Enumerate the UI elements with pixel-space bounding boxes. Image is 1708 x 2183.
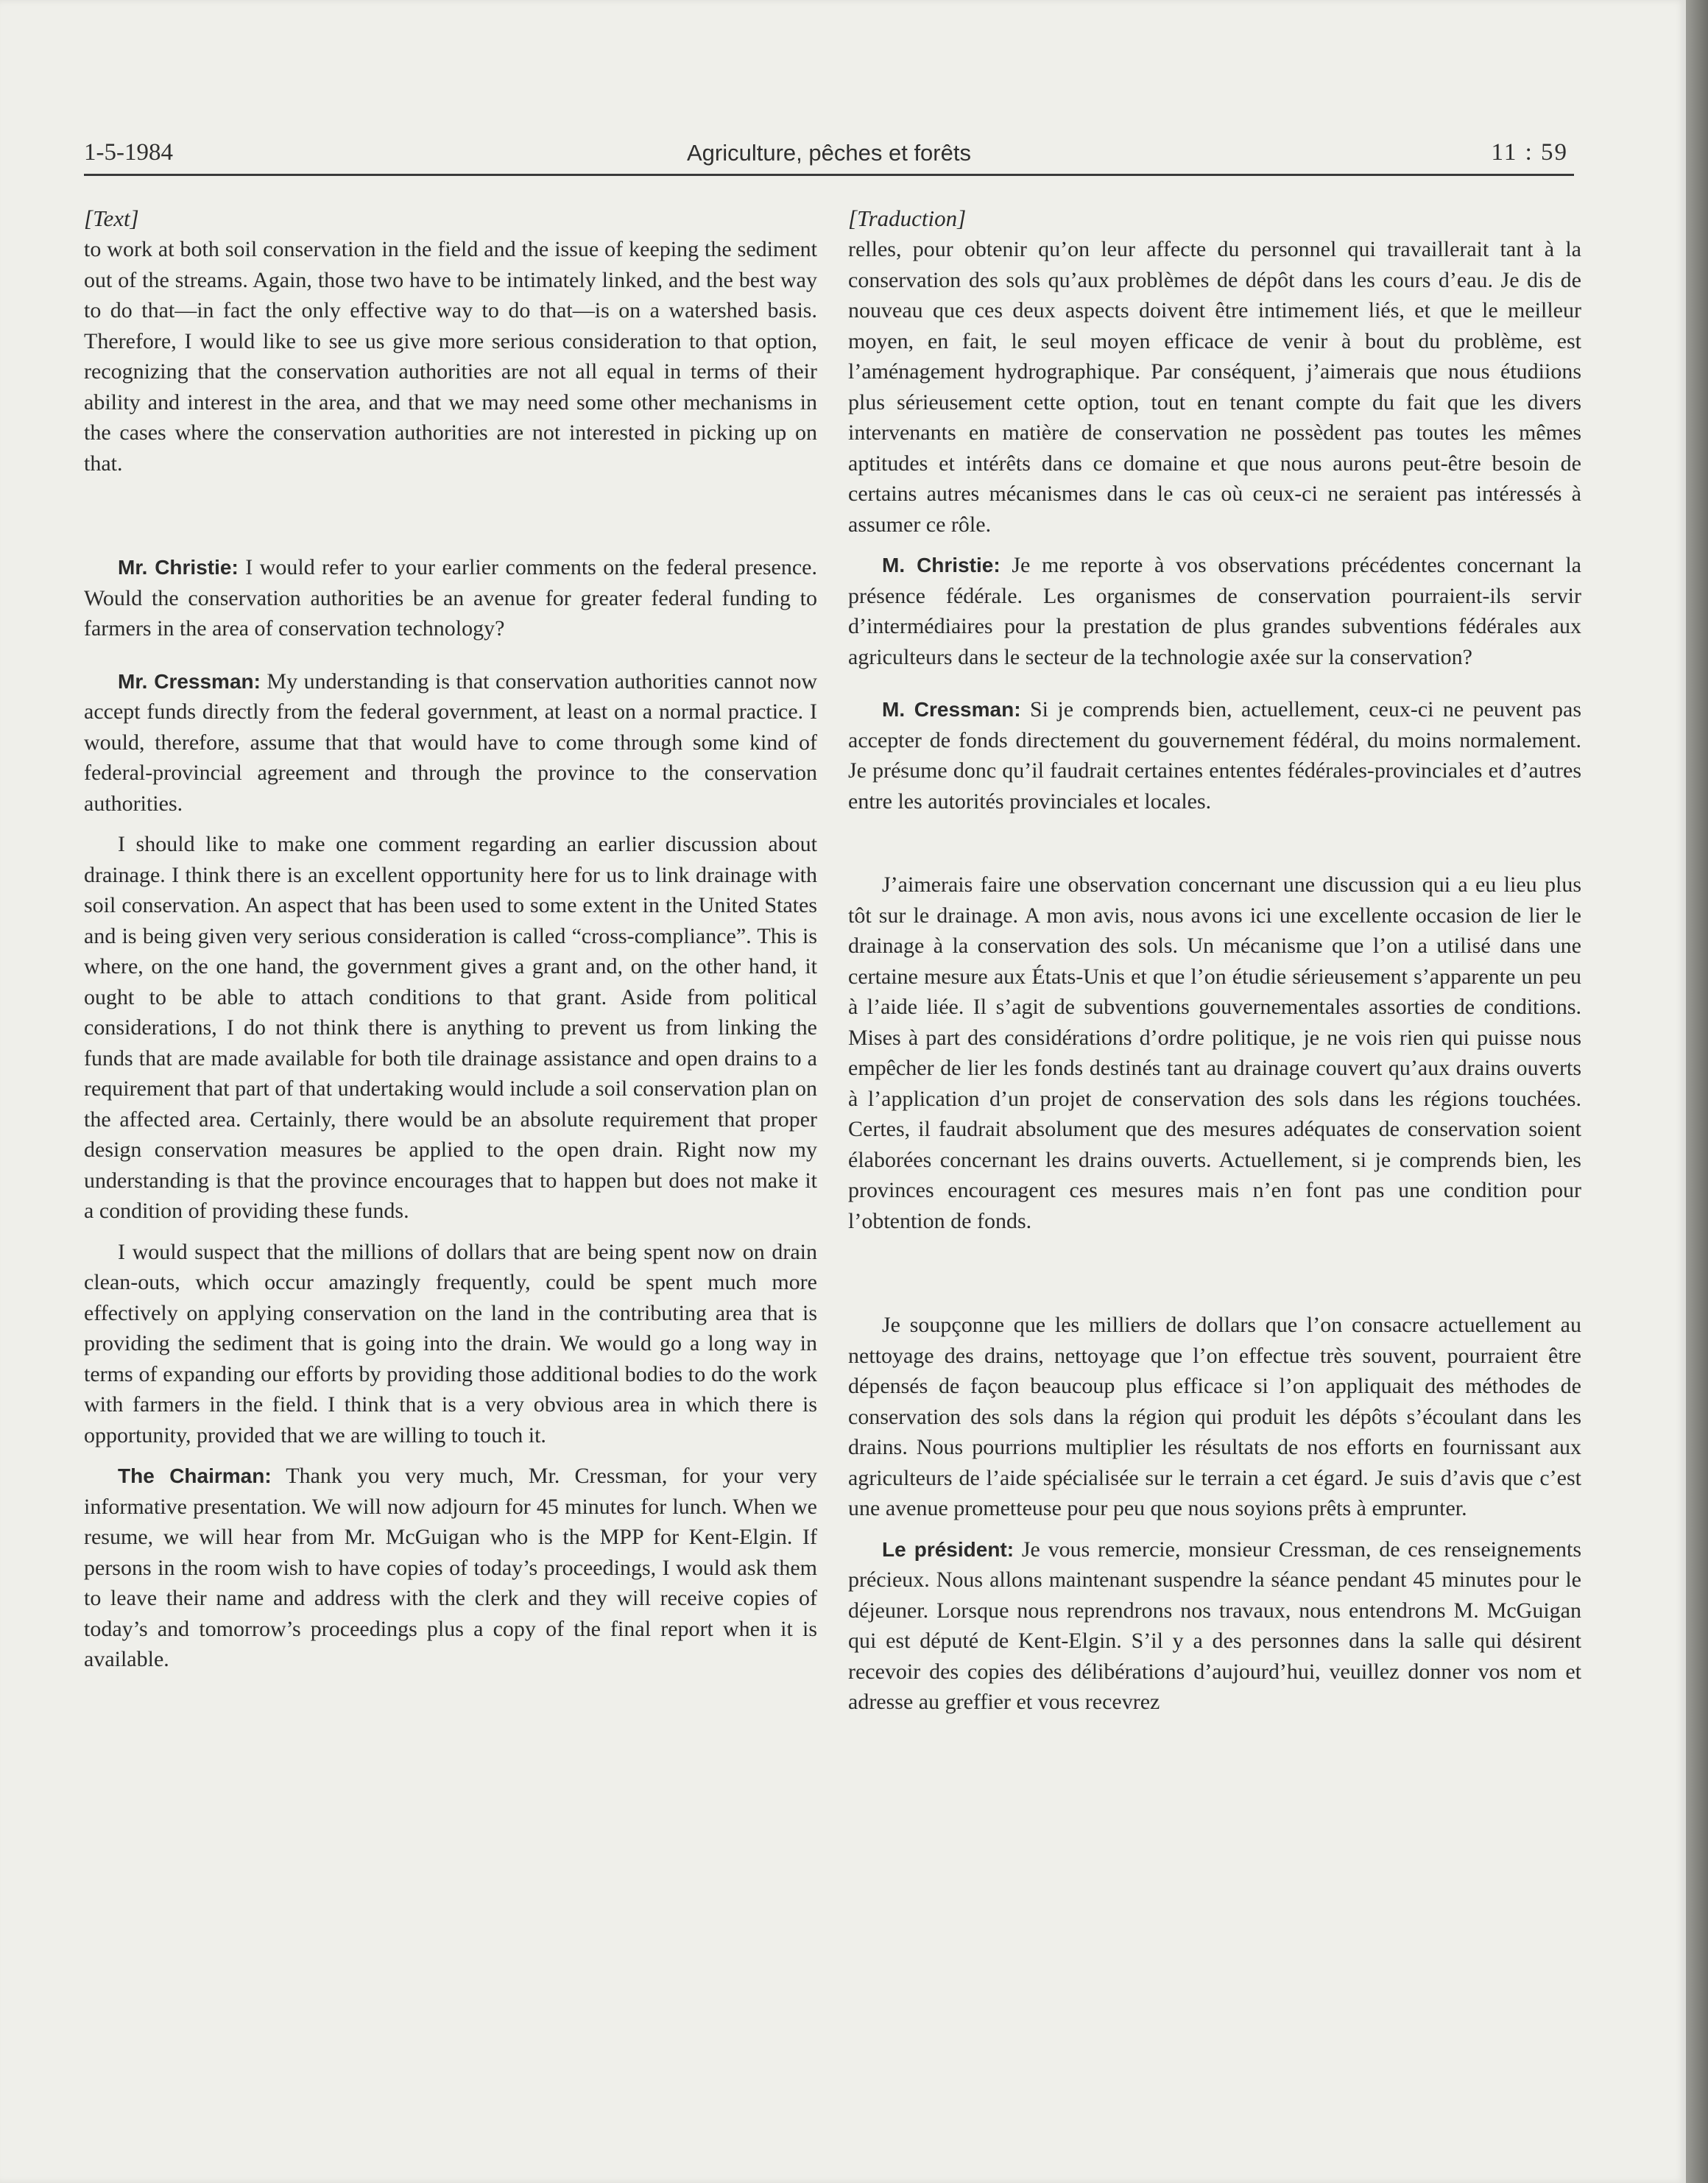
speaker-name: M. Christie: <box>882 554 1001 576</box>
speaker-name: Mr. Christie: <box>118 556 239 579</box>
column-label-text: [Text] <box>84 205 139 231</box>
speaker-name: Le président: <box>882 1537 1014 1561</box>
right-column <box>848 203 1581 1718</box>
paragraph-text: Je soupçonne que les milliers de dollars que l’on consacre actuellement au nettoyage des drains, nettoyage que l’on effectue très souvent, pourraient être dépensés de façon beaucoup plus efficace si l’on appliquait des méthodes de conservation des sols dans la région qui produit les dépôts s’écoulant dans les drains. Nous pourrions multiplier les résultats de nos efforts en fournissant aux agriculteurs de l’aide spécialisée sur le terrain a cet égard. Je suis d’avis que c’est une avenue prometteuse pour peu que nous soyions prêts à emprunter. <box>848 1313 1581 1520</box>
paragraph-text: Je vous remercie, monsieur Cressman, de ces renseignements précieux. Nous allons maintenant suspendre la séance pendant 45 minutes pour le déjeuner. Lorsque nous reprendrons nos travaux, nous entendrons M. McGuigan qui est député de Kent-Elgin. S’il y a des personnes dans la salle qui désirent recevoir des copies des délibérations d’aujourd’hui, veuillez donner vos nom et adresse au greffier et vous recevrez <box>848 1537 1581 1714</box>
paragraph <box>848 550 1581 672</box>
paragraph <box>848 694 1581 817</box>
paragraph <box>84 1461 817 1675</box>
paragraph-text: I should like to make one comment regarding an earlier discussion about drainage. I think there is an excellent opportunity here for us to link drainage with soil conservation. An aspect that has been used to some extent in the United States and is being given very serious consideration is called “cross-compliance”. This is where, on the one hand, the government gives a grant and, on the other hand, it ought to be able to attach conditions to that grant. Aside from political considerations, I do not think there is anything to prevent us from linking the funds that are made available for both tile drainage assistance and open drains to a requirement that part of that undertaking would include a soil conservation plan on the affected area. Certainly, there would be an absolute requirement that proper design conservation measures be applied to the open drain. Right now my understanding is that the province encourages that to happen but does not make it a condition of providing these funds. <box>84 832 817 1223</box>
speaker-name: The Chairman: <box>118 1464 272 1487</box>
page-edge-shadow <box>1686 0 1708 2183</box>
paragraph <box>848 870 1581 1236</box>
column-label-traduction: [Traduction] <box>848 205 967 231</box>
paragraph <box>84 666 817 819</box>
paragraph <box>84 829 817 1227</box>
page-header <box>84 128 1574 176</box>
left-column <box>84 203 817 1675</box>
paragraph <box>84 234 817 479</box>
paragraph-text: Je me reporte à vos observations précédentes concernant la présence fédérale. Les organismes de conservation pourraient-ils servir d’intermédiaires pour la prestation de plus grandes subventions fédérales aux agriculteurs dans le secteur de la technologie axée sur la conservation? <box>848 553 1581 669</box>
paragraph <box>84 1237 817 1451</box>
paragraph-text: to work at both soil conservation in the field and the issue of keeping the sediment out of the streams. Again, those two have to be intimately linked, and the best way to do that—in fact the only effective way to do that—is on a watershed basis. Therefore, I would like to see us give more serious consideration to that option, recognizing that the conservation authorities are not all equal in terms of their ability and interest in the area, and that we may need some other mechanisms in the cases where the conservation authorities are not interested in picking up on that. <box>84 237 817 476</box>
header-title: Agriculture, pêches et forêts <box>687 140 971 166</box>
paragraph-text: Si je comprends bien, actuellement, ceux-ci ne peuvent pas accepter de fonds directement du gouvernement fédéral, du moins normalement. Je présume donc qu’il faudrait certaines ententes fédérales-provinciales et d’autres entre les autorités provinciales et locales. <box>848 697 1581 814</box>
paragraph <box>848 234 1581 540</box>
header-page-number: 11 : 59 <box>1491 139 1568 166</box>
speaker-name: Mr. Cressman: <box>118 669 261 693</box>
header-date: 1-5-1984 <box>84 139 173 166</box>
paragraph <box>848 1310 1581 1524</box>
paragraph <box>848 1534 1581 1718</box>
paragraph-text: My understanding is that conservation authorities cannot now accept funds directly from the federal government, at least on a normal practice. I would, therefore, assume that that would have to come through some kind of federal-provincial agreement and through the province to the conservation authorities. <box>84 669 817 816</box>
paragraph-text: J’aimerais faire une observation concernant une discussion qui a eu lieu plus tôt sur le drainage. A mon avis, nous avons ici une excellente occasion de lier le drainage à la conservation des sols. Un mécanisme que l’on a utilisé dans une certaine mesure aux États-Unis et que l’on étudie sérieusement s’apparente un peu à l’aide liée. Il s’agit de subventions gouvernementales assorties de conditions. Mises à part des considérations d’ordre politique, je ne vois rien qui puisse nous empêcher de lier les fonds destinés tant au drainage couvert qu’aux drains ouverts à l’application d’un projet de conservation des sols dans les régions touchées. Certes, il faudrait absolument que des mesures adéquates de conservation soient élaborées concernant les drains ouverts. Actuellement, si je comprends bien, les provinces encouragent ces mesures mais n’en font pas une condition pour l’obtention de fonds. <box>848 872 1581 1233</box>
paragraph <box>84 552 817 644</box>
paragraph-text: Thank you very much, Mr. Cressman, for your very informative presentation. We will now adjourn for 45 minutes for lunch. When we resume, we will hear from Mr. McGuigan who is the MPP for Kent-Elgin. If persons in the room wish to have copies of today’s proceedings, I would ask them to leave their name and address with the clerk and they will receive copies of today’s and tomorrow’s proceedings plus a copy of the final report when it is available. <box>84 1464 818 1671</box>
paragraph-text: I would refer to your earlier comments on the federal presence. Would the conservation authorities be an avenue for greater federal funding to farmers in the area of conservation technology? <box>84 555 818 641</box>
speaker-name: M. Cressman: <box>882 698 1021 721</box>
paragraph-text: I would suspect that the millions of dollars that are being spent now on drain clean-outs, which occur amazingly frequently, could be spent much more effectively on applying conservation on the land in the contributing area that is providing the sediment that is going into the drain. We would go a long way in terms of expanding our efforts by providing those additional bodies to do the work with farmers in the field. I think that is a very obvious area in which there is opportunity, provided that we are willing to touch it. <box>84 1239 817 1447</box>
paragraph-text: relles, pour obtenir qu’on leur affecte du personnel qui travaillerait tant à la conservation des sols qu’aux problèmes de dépôt dans les cours d’eau. Je dis de nouveau que ces deux aspects doivent être intimement liés, et que le meilleur moyen, en fait, le seul moyen efficace de venir à bout du problème, est l’aménagement hydrographique. Par conséquent, j’aimerais que nous étudiions plus sérieusement cette option, tout en tenant compte du fait que les divers intervenants en matière de conservation ne possèdent pas toutes les mêmes aptitudes et intérêts dans ce domaine et que nous aurons peut-être besoin de certains autres mécanismes dans le cas où ceux-ci ne seraient pas intéressés à assumer ce rôle. <box>848 237 1581 537</box>
